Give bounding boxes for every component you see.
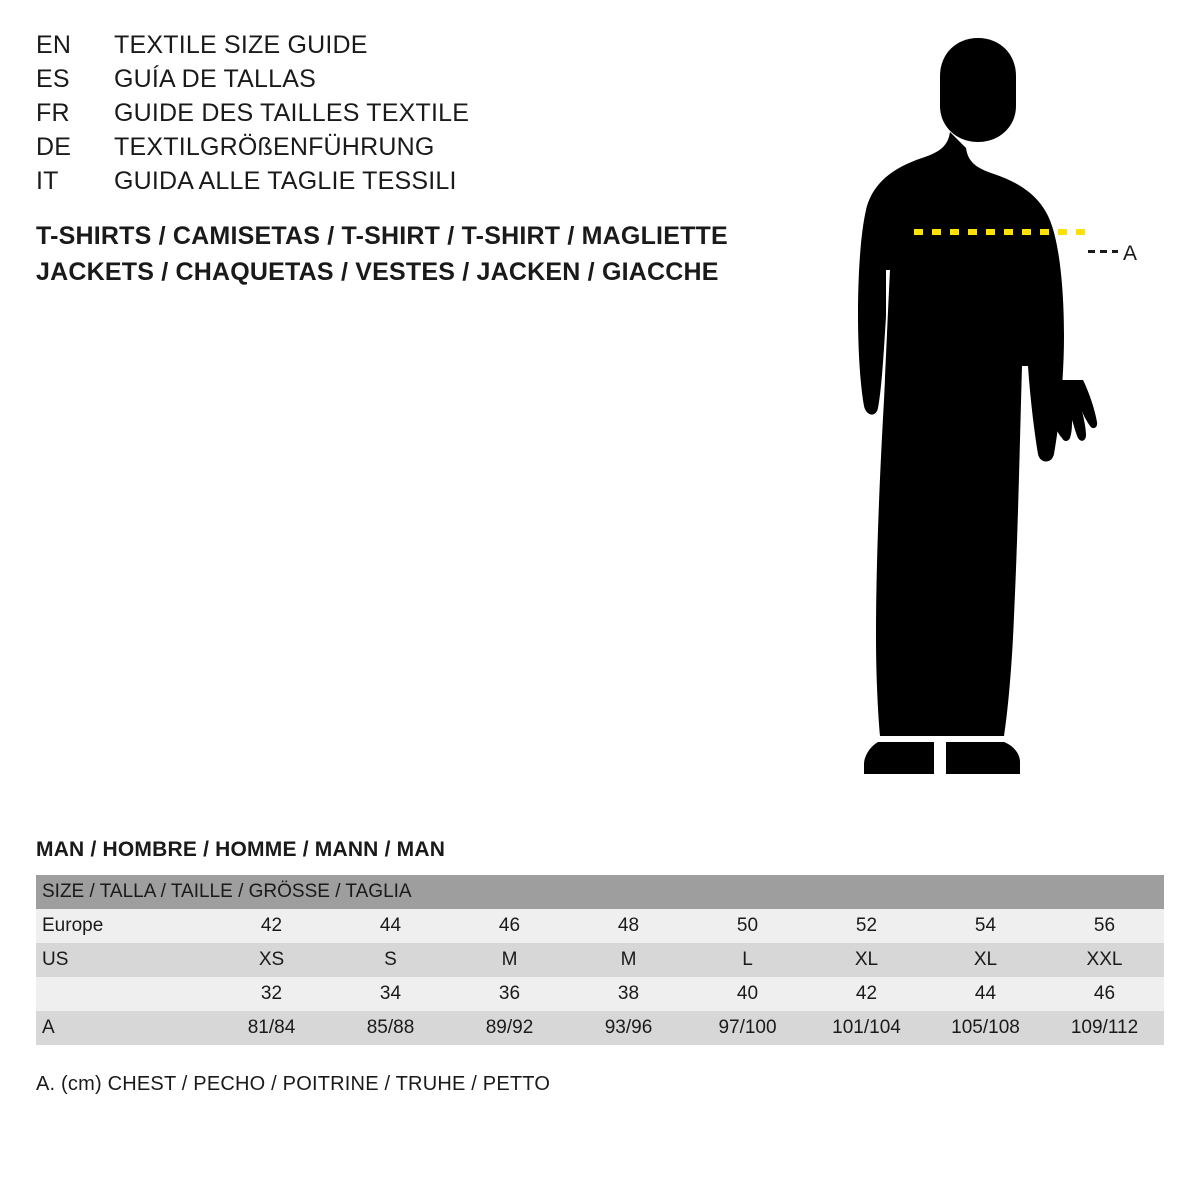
- measurement-footnote: A. (cm) CHEST / PECHO / POITRINE / TRUHE / PETTO: [36, 1073, 551, 1095]
- measure-label-a: A: [1123, 242, 1138, 265]
- cell-value: M: [569, 943, 688, 977]
- language-code: ES: [36, 65, 70, 93]
- cell-value: 44: [331, 909, 450, 943]
- size-table-section: [36, 838, 1164, 1096]
- table-row: [36, 977, 1164, 1011]
- language-row: [36, 164, 736, 198]
- row-label: [36, 977, 212, 1011]
- size-header-label: SIZE / TALLA / TAILLE / GRÖSSE / TAGLIA: [36, 875, 1164, 909]
- cell-value: 52: [807, 909, 926, 943]
- language-row: [36, 96, 736, 130]
- table-row: [36, 909, 1164, 943]
- cell-value: 36: [450, 977, 569, 1011]
- cell-value: 44: [926, 977, 1045, 1011]
- language-title: GUIDE DES TAILLES TEXTILE: [114, 99, 470, 127]
- measure-leader-dashes: [1088, 250, 1118, 253]
- language-code: IT: [36, 167, 59, 195]
- row-label: A: [36, 1011, 212, 1045]
- language-title: GUIDA ALLE TAGLIE TESSILI: [114, 167, 457, 195]
- cell-value: 101/104: [807, 1011, 926, 1045]
- cell-value: 105/108: [926, 1011, 1045, 1045]
- man-silhouette-icon: [800, 20, 1180, 780]
- cell-value: L: [688, 943, 807, 977]
- cell-value: 85/88: [331, 1011, 450, 1045]
- gender-title: MAN / HOMBRE / HOMME / MANN / MAN: [36, 838, 446, 861]
- cell-value: 54: [926, 909, 1045, 943]
- language-code: DE: [36, 133, 72, 161]
- cell-value: 89/92: [450, 1011, 569, 1045]
- cell-value: 48: [569, 909, 688, 943]
- cell-value: 50: [688, 909, 807, 943]
- cell-value: 56: [1045, 909, 1164, 943]
- cell-value: XXL: [1045, 943, 1164, 977]
- language-code: FR: [36, 99, 70, 127]
- cell-value: 32: [212, 977, 331, 1011]
- cell-value: 81/84: [212, 1011, 331, 1045]
- cell-value: 109/112: [1045, 1011, 1164, 1045]
- language-row: [36, 28, 736, 62]
- table-row: [36, 943, 1164, 977]
- language-row: [36, 62, 736, 96]
- language-title: GUÍA DE TALLAS: [114, 65, 316, 93]
- cell-value: 93/96: [569, 1011, 688, 1045]
- table-header-row: [36, 875, 1164, 909]
- language-row: [36, 130, 736, 164]
- cell-value: 42: [212, 909, 331, 943]
- table-row: [36, 1011, 1164, 1045]
- cell-value: 46: [1045, 977, 1164, 1011]
- cell-value: XL: [807, 943, 926, 977]
- cell-value: XL: [926, 943, 1045, 977]
- language-title: TEXTILGRÖßENFÜHRUNG: [114, 133, 435, 161]
- category-list: [36, 218, 796, 290]
- cell-value: 42: [807, 977, 926, 1011]
- row-label: Europe: [36, 909, 212, 943]
- language-title-list: [36, 28, 736, 198]
- size-table: [36, 875, 1164, 1045]
- category-tshirts: T-SHIRTS / CAMISETAS / T-SHIRT / T-SHIRT / MAGLIETTE: [36, 222, 728, 250]
- cell-value: 38: [569, 977, 688, 1011]
- cell-value: 40: [688, 977, 807, 1011]
- body-silhouette-figure: [800, 20, 1180, 780]
- cell-value: 97/100: [688, 1011, 807, 1045]
- category-jackets: JACKETS / CHAQUETAS / VESTES / JACKEN / GIACCHE: [36, 258, 719, 286]
- row-label: US: [36, 943, 212, 977]
- cell-value: 46: [450, 909, 569, 943]
- language-title: TEXTILE SIZE GUIDE: [114, 31, 368, 59]
- cell-value: XS: [212, 943, 331, 977]
- cell-value: S: [331, 943, 450, 977]
- cell-value: 34: [331, 977, 450, 1011]
- language-code: EN: [36, 31, 72, 59]
- cell-value: M: [450, 943, 569, 977]
